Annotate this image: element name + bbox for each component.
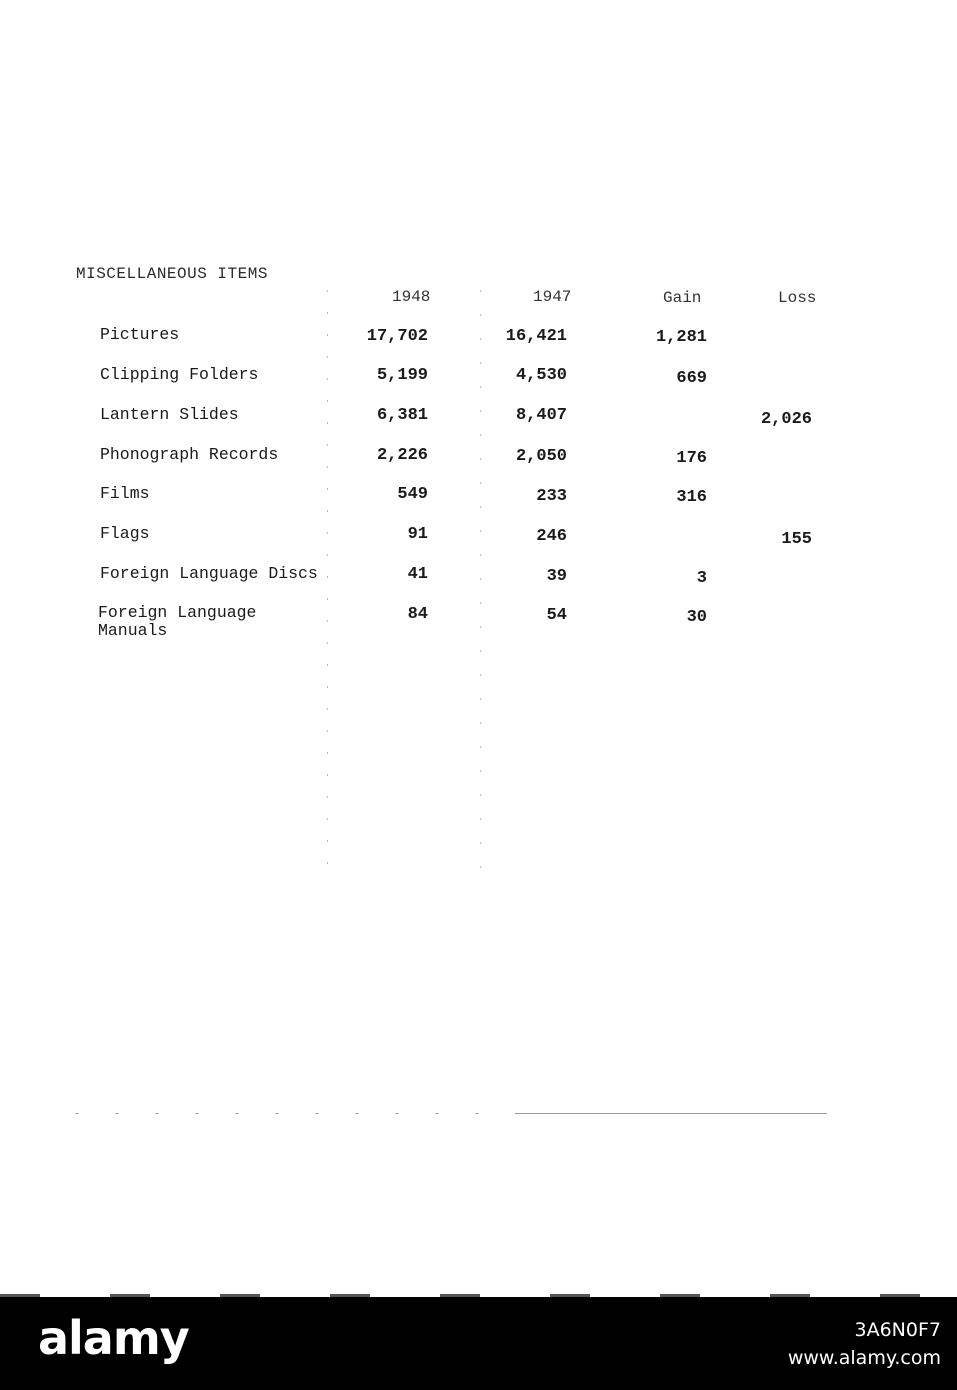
row-label-lantern-slides: Lantern Slides xyxy=(100,405,239,424)
col-header-1947: 1947 xyxy=(533,288,572,306)
row-label-foreign-language-manuals: Foreign Language Manuals xyxy=(98,603,257,640)
cell-1948: 91 xyxy=(407,525,428,544)
col-header-gain: Gain xyxy=(663,289,702,307)
cell-gain: 1,281 xyxy=(655,328,707,347)
cell-1947: 4,530 xyxy=(515,366,567,385)
cell-gain: 316 xyxy=(676,488,707,507)
cell-1947: 246 xyxy=(536,527,567,546)
scan-rule-line xyxy=(75,1113,485,1114)
cell-1948: 5,199 xyxy=(376,366,428,385)
row-label-films: Films xyxy=(100,484,150,503)
cell-gain: 669 xyxy=(676,369,707,388)
cell-1948: 549 xyxy=(397,485,428,504)
document-title: MISCELLANEOUS ITEMS xyxy=(76,265,268,283)
col-header-loss: Loss xyxy=(778,289,817,307)
cell-loss: 2,026 xyxy=(760,410,812,429)
scan-rule-line xyxy=(515,1113,827,1114)
row-label-pictures: Pictures xyxy=(100,325,180,344)
cell-1947: 2,050 xyxy=(515,447,567,466)
cell-1948: 2,226 xyxy=(376,446,428,465)
cell-1948: 84 xyxy=(407,605,428,624)
scan-dotted-line xyxy=(327,290,328,870)
row-label-foreign-language-discs: Foreign Language Discs xyxy=(100,564,318,583)
cell-1947: 16,421 xyxy=(505,327,567,346)
cell-loss: 155 xyxy=(781,530,812,549)
row-label-phonograph-records: Phonograph Records xyxy=(100,445,279,464)
scan-dotted-line xyxy=(480,290,481,880)
site-url: www.alamy.com xyxy=(787,1347,941,1369)
brand-logo: alamy xyxy=(38,1311,189,1365)
cell-1948: 41 xyxy=(407,565,428,584)
cell-gain: 176 xyxy=(676,449,707,468)
cell-1947: 39 xyxy=(546,567,567,586)
row-label-clipping-folders: Clipping Folders xyxy=(100,365,259,384)
cell-1948: 17,702 xyxy=(366,327,428,346)
cell-gain: 3 xyxy=(696,569,707,588)
cell-1947: 233 xyxy=(536,487,567,506)
cell-1948: 6,381 xyxy=(376,406,428,425)
cell-1947: 8,407 xyxy=(515,406,567,425)
col-header-1948: 1948 xyxy=(392,288,431,306)
cell-1947: 54 xyxy=(546,606,567,625)
cell-gain: 30 xyxy=(686,608,707,627)
row-label-flags: Flags xyxy=(100,524,150,543)
image-id: 3A6N0F7 xyxy=(854,1319,941,1341)
